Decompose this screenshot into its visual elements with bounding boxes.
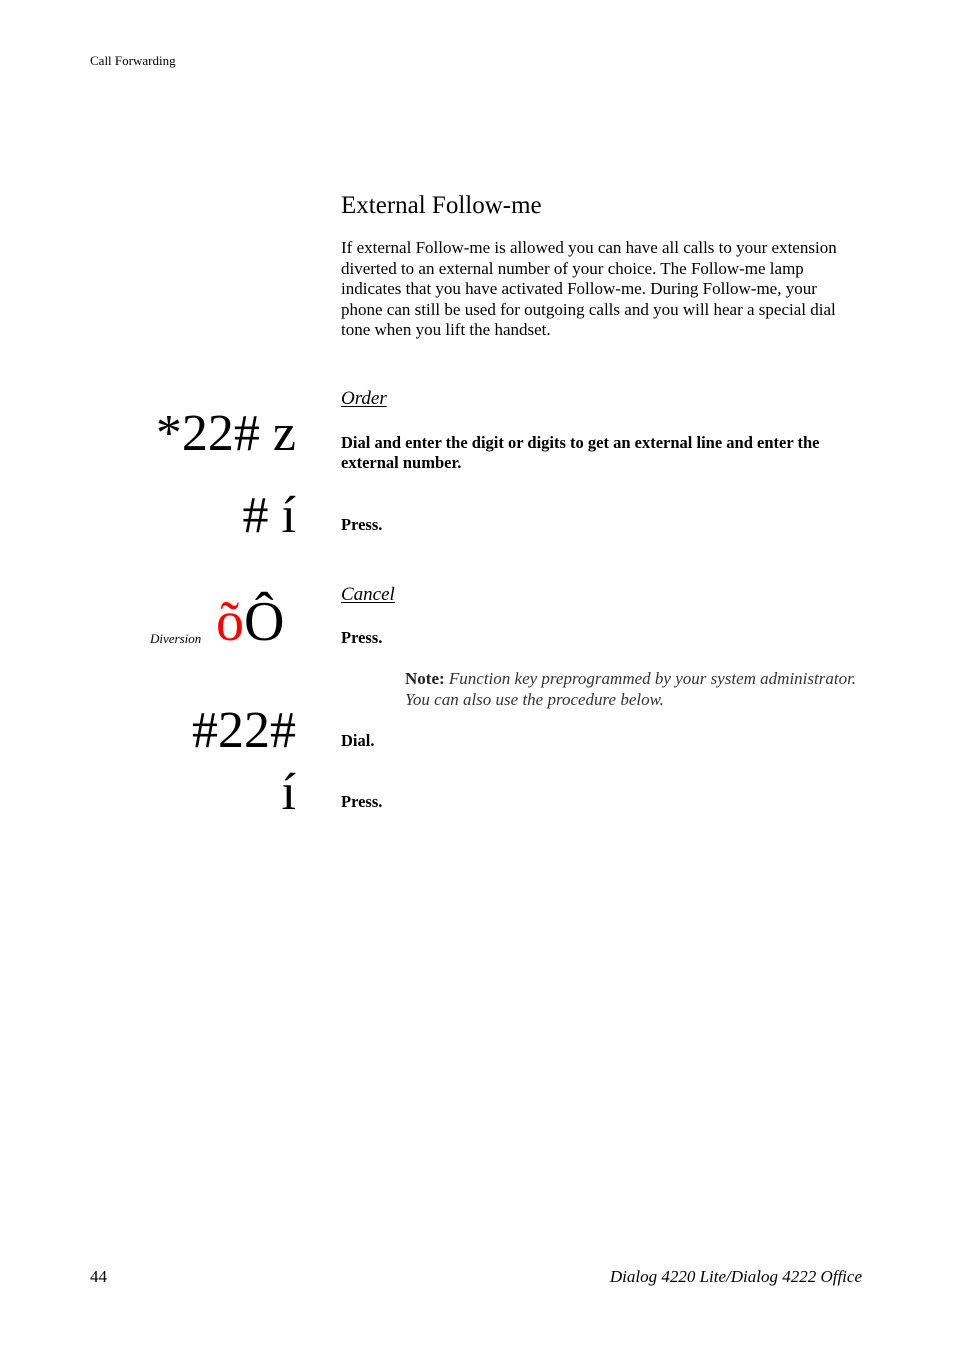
diversion-key [216,590,284,654]
cancel-step-press: Press. [341,628,383,647]
dial-sequence-cancel-confirm: í [281,764,296,821]
diversion-key-label: Diversion [150,631,202,646]
dial-sequence-confirm: # í [242,487,296,544]
diversion-button-icon: Ô [244,591,285,653]
cancel-heading: Cancel [341,584,395,605]
dial-sequence-order: *22# z [155,405,296,462]
dial-sequence-cancel: #22# [192,702,296,759]
order-step-dial: Dial and enter the digit or digits to get an external line and enter the external number. [341,433,820,472]
diversion-lamp-icon: õ [216,591,244,653]
cancel-step-dial: Dial. [341,731,375,750]
order-heading: Order [341,388,387,409]
page-number: 44 [90,1267,107,1286]
intro-paragraph: If external Follow-me is allowed you can have all calls to your extension diverted to an external number of your choice. The Follow-me lamp indicates that you have activated Follow-me. During Follow-me, your phone can still be used for outgoing calls and you will hear a special dial tone when you lift the handset. [341,238,837,339]
running-head: Call Forwarding [90,53,176,68]
order-step-press: Press. [341,515,383,534]
note [405,668,865,710]
section-title: External Follow-me [341,192,542,219]
note-text: Function key preprogrammed by your system administrator. You can also use the procedure below. [405,669,857,709]
cancel-step-press-final: Press. [341,792,383,811]
note-label: Note: [405,669,445,688]
footer-title: Dialog 4220 Lite/Dialog 4222 Office [609,1267,862,1286]
